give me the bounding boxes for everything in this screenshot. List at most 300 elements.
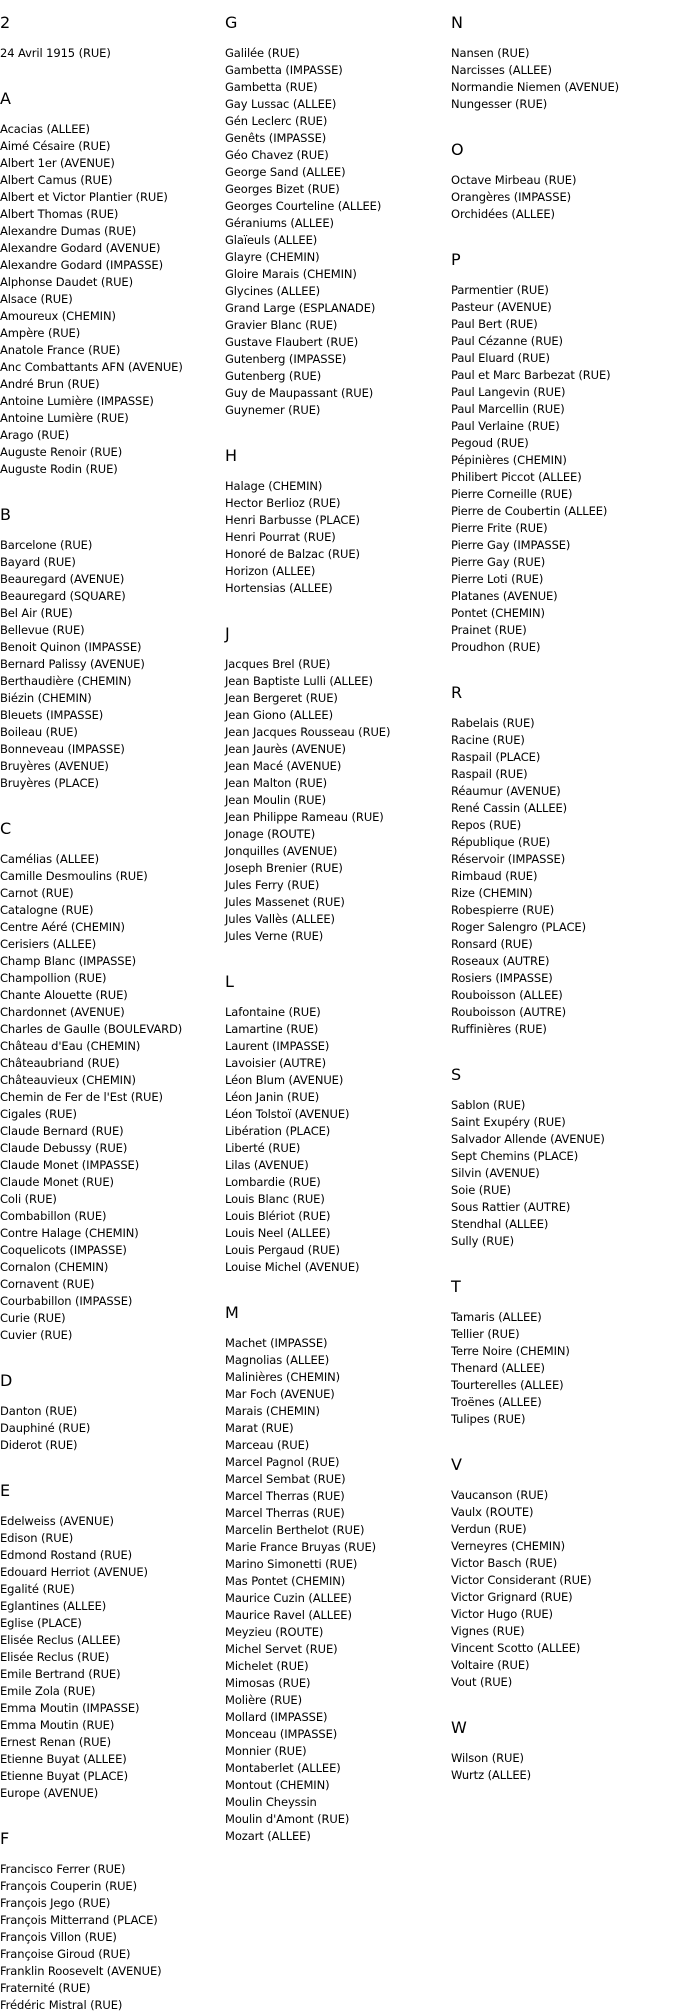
- street-entry: Joseph Brenier (RUE): [225, 861, 343, 875]
- street-entry: Voltaire (RUE): [451, 1658, 530, 1672]
- street-entry: Meyzieu (ROUTE): [225, 1625, 324, 1639]
- street-entry: René Cassin (ALLEE): [451, 801, 568, 815]
- letter-section: [0, 1825, 224, 2014]
- street-entry: Bernard Palissy (AVENUE): [0, 657, 145, 671]
- street-entry: Auguste Rodin (RUE): [0, 462, 118, 476]
- street-entry: Pépinières (CHEMIN): [451, 453, 567, 467]
- street-entry: Pierre Frite (RUE): [451, 521, 548, 535]
- street-entry: Berthaudière (CHEMIN): [0, 674, 132, 688]
- street-entry: Philibert Piccot (ALLEE): [451, 470, 582, 484]
- section-letter-heading: D: [0, 1371, 13, 1390]
- street-entry: Louis Neel (ALLEE): [225, 1226, 331, 1240]
- street-entry: Genêts (IMPASSE): [225, 131, 327, 145]
- street-entry: Jean Jaurès (AVENUE): [225, 742, 346, 756]
- street-entry: Troënes (ALLEE): [451, 1395, 542, 1409]
- street-entry: Paul Marcellin (RUE): [451, 402, 565, 416]
- street-entry: Hector Berlioz (RUE): [225, 496, 341, 510]
- street-entry: Alphonse Daudet (RUE): [0, 275, 133, 289]
- street-entry: Edison (RUE): [0, 1531, 74, 1545]
- street-entry: Cornalon (CHEMIN): [0, 1260, 109, 1274]
- letter-section: [451, 246, 675, 679]
- street-entry: Jean Moulin (RUE): [225, 793, 326, 807]
- street-entry: Claude Bernard (RUE): [0, 1124, 124, 1138]
- street-entry: Vaucanson (RUE): [451, 1488, 549, 1502]
- street-entry: Sept Chemins (PLACE): [451, 1149, 579, 1163]
- street-entry: Réservoir (IMPASSE): [451, 852, 566, 866]
- letter-section: [225, 620, 449, 968]
- street-entry: Rabelais (RUE): [451, 716, 535, 730]
- street-entry: Françoise Giroud (RUE): [0, 1947, 131, 1961]
- street-entry: François Villon (RUE): [0, 1930, 117, 1944]
- street-entry: Marcel Therras (RUE): [225, 1506, 345, 1520]
- street-entry: Benoit Quinon (IMPASSE): [0, 640, 142, 654]
- street-entry: Parmentier (RUE): [451, 283, 549, 297]
- street-entry: Jean Baptiste Lulli (ALLEE): [225, 674, 373, 688]
- street-entry: Champ Blanc (IMPASSE): [0, 954, 137, 968]
- street-entry: Fraternité (RUE): [0, 1981, 91, 1995]
- street-entry: Proudhon (RUE): [451, 640, 541, 654]
- street-entry: Narcisses (ALLEE): [451, 63, 552, 77]
- letter-section: [0, 1477, 224, 1825]
- section-letter-heading: H: [225, 446, 238, 465]
- street-entry: Sous Rattier (AUTRE): [451, 1200, 571, 1214]
- street-entry: Châteauvieux (CHEMIN): [0, 1073, 136, 1087]
- street-entry: Anc Combattants AFN (AVENUE): [0, 360, 183, 374]
- street-entry: Pasteur (AVENUE): [451, 300, 552, 314]
- street-entry: Aimé Césaire (RUE): [0, 139, 111, 153]
- street-entry: Racine (RUE): [451, 733, 525, 747]
- street-entry: Jules Verne (RUE): [225, 929, 324, 943]
- street-entry: Dauphiné (RUE): [0, 1421, 91, 1435]
- street-entry: Eglantines (ALLEE): [0, 1599, 107, 1613]
- letter-section: [451, 1273, 675, 1451]
- street-entry: Emma Moutin (IMPASSE): [0, 1701, 140, 1715]
- street-entry: Camille Desmoulins (RUE): [0, 869, 148, 883]
- street-entry: Jean Macé (AVENUE): [225, 759, 342, 773]
- letter-section: [225, 968, 449, 1299]
- street-entry: Gutenberg (IMPASSE): [225, 352, 347, 366]
- letter-section: [225, 1299, 449, 1845]
- street-entry: Albert 1er (AVENUE): [0, 156, 115, 170]
- street-entry: Antoine Lumière (IMPASSE): [0, 394, 154, 408]
- street-entry: Coquelicots (IMPASSE): [0, 1243, 127, 1257]
- street-entry: Mimosas (RUE): [225, 1676, 311, 1690]
- street-entry: Glayre (CHEMIN): [225, 250, 320, 264]
- street-entry: Ernest Renan (RUE): [0, 1735, 111, 1749]
- street-entry: Ruffinières (RUE): [451, 1022, 547, 1036]
- street-entry: Acacias (ALLEE): [0, 122, 90, 136]
- street-entry: Sully (RUE): [451, 1234, 514, 1248]
- street-entry: Courbabillon (IMPASSE): [0, 1294, 133, 1308]
- street-entry: Etienne Buyat (ALLEE): [0, 1752, 127, 1766]
- street-entry: Raspail (PLACE): [451, 750, 541, 764]
- street-entry: Jonage (ROUTE): [225, 827, 316, 841]
- street-entry: Rouboisson (ALLEE): [451, 988, 563, 1002]
- street-entry: Jean Malton (RUE): [225, 776, 328, 790]
- street-entry: Sablon (RUE): [451, 1098, 526, 1112]
- street-entry: Rize (CHEMIN): [451, 886, 533, 900]
- street-entry: Lilas (AVENUE): [225, 1158, 309, 1172]
- street-entry: Soie (RUE): [451, 1183, 511, 1197]
- street-entry: Diderot (RUE): [0, 1438, 78, 1452]
- street-entry: Claude Debussy (RUE): [0, 1141, 128, 1155]
- street-entry: Pierre Gay (IMPASSE): [451, 538, 571, 552]
- street-entry: Pierre de Coubertin (ALLEE): [451, 504, 608, 518]
- street-entry: République (RUE): [451, 835, 551, 849]
- street-entry: Repos (RUE): [451, 818, 522, 832]
- section-letter-heading: T: [451, 1277, 461, 1296]
- street-entry: Edouard Herriot (AVENUE): [0, 1565, 148, 1579]
- street-entry: Francisco Ferrer (RUE): [0, 1862, 126, 1876]
- street-entry: Marat (RUE): [225, 1421, 294, 1435]
- street-entry: Gustave Flaubert (RUE): [225, 335, 359, 349]
- street-entry: Tellier (RUE): [451, 1327, 520, 1341]
- street-entry: Contre Halage (CHEMIN): [0, 1226, 139, 1240]
- letter-section: [0, 9, 224, 85]
- section-letter-heading: M: [225, 1303, 239, 1322]
- street-entry: Gutenberg (RUE): [225, 369, 322, 383]
- street-entry: Paul Verlaine (RUE): [451, 419, 560, 433]
- street-entry: Roger Salengro (PLACE): [451, 920, 586, 934]
- street-entry: François Mitterrand (PLACE): [0, 1913, 158, 1927]
- street-entry: Mas Pontet (CHEMIN): [225, 1574, 346, 1588]
- letter-section: [225, 9, 449, 442]
- street-entry: Marceau (RUE): [225, 1438, 310, 1452]
- street-entry: Marcel Therras (RUE): [225, 1489, 345, 1503]
- street-entry: Emma Moutin (RUE): [0, 1718, 115, 1732]
- street-entry: Grand Large (ESPLANADE): [225, 301, 376, 315]
- street-entry: Marcel Sembat (RUE): [225, 1472, 346, 1486]
- section-letter-heading: B: [0, 505, 11, 524]
- street-entry: Verneyres (CHEMIN): [451, 1539, 565, 1553]
- street-column-3: [451, 9, 675, 1784]
- street-entry: Léon Blum (AVENUE): [225, 1073, 344, 1087]
- street-entry: Albert Thomas (RUE): [0, 207, 119, 221]
- street-entry: Jules Massenet (RUE): [225, 895, 345, 909]
- street-entry: Victor Hugo (RUE): [451, 1607, 553, 1621]
- street-entry: Libération (PLACE): [225, 1124, 331, 1138]
- street-entry: Gén Leclerc (RUE): [225, 114, 328, 128]
- street-entry: François Jego (RUE): [0, 1896, 111, 1910]
- section-letter-heading: 2: [0, 13, 11, 32]
- street-entry: Géraniums (ALLEE): [225, 216, 334, 230]
- street-entry: Egalité (RUE): [0, 1582, 75, 1596]
- street-entry: Eglise (PLACE): [0, 1616, 82, 1630]
- street-entry: Lombardie (RUE): [225, 1175, 321, 1189]
- street-entry: Rimbaud (RUE): [451, 869, 538, 883]
- street-entry: Maurice Ravel (ALLEE): [225, 1608, 352, 1622]
- street-entry: Jean Bergeret (RUE): [225, 691, 338, 705]
- street-entry: Marino Simonetti (RUE): [225, 1557, 358, 1571]
- street-entry: Alexandre Dumas (RUE): [0, 224, 137, 238]
- street-entry: Bruyères (PLACE): [0, 776, 99, 790]
- street-entry: Centre Aéré (CHEMIN): [0, 920, 125, 934]
- street-entry: Wurtz (ALLEE): [451, 1768, 532, 1782]
- letter-section: [451, 136, 675, 246]
- street-entry: Cigales (RUE): [0, 1107, 77, 1121]
- street-entry: Platanes (AVENUE): [451, 589, 558, 603]
- section-letter-heading: S: [451, 1065, 462, 1084]
- letter-section: [451, 9, 675, 136]
- street-entry: Albert et Victor Plantier (RUE): [0, 190, 168, 204]
- street-entry: Louis Blériot (RUE): [225, 1209, 331, 1223]
- street-entry: Louis Blanc (RUE): [225, 1192, 325, 1206]
- street-entry: Honoré de Balzac (RUE): [225, 547, 360, 561]
- section-letter-heading: F: [0, 1829, 10, 1848]
- street-entry: Gloire Marais (CHEMIN): [225, 267, 357, 281]
- street-entry: Tourterelles (ALLEE): [451, 1378, 564, 1392]
- street-entry: Chardonnet (AVENUE): [0, 1005, 125, 1019]
- street-entry: Curie (RUE): [0, 1311, 66, 1325]
- street-entry: Robespierre (RUE): [451, 903, 555, 917]
- street-entry: Vout (RUE): [451, 1675, 513, 1689]
- street-entry: Mozart (ALLEE): [225, 1829, 311, 1843]
- street-entry: Catalogne (RUE): [0, 903, 94, 917]
- letter-section: [0, 501, 224, 815]
- street-entry: Edelweiss (AVENUE): [0, 1514, 114, 1528]
- street-entry: Alexandre Godard (AVENUE): [0, 241, 161, 255]
- street-entry: Jean Philippe Rameau (RUE): [225, 810, 384, 824]
- street-entry: Verdun (RUE): [451, 1522, 527, 1536]
- street-entry: Glycines (ALLEE): [225, 284, 321, 298]
- section-letter-heading: R: [451, 683, 463, 702]
- section-letter-heading: N: [451, 13, 463, 32]
- street-entry: Magnolias (ALLEE): [225, 1353, 330, 1367]
- street-entry: Champollion (RUE): [0, 971, 107, 985]
- street-entry: Ampère (RUE): [0, 326, 81, 340]
- street-entry: Pierre Gay (RUE): [451, 555, 546, 569]
- street-entry: Halage (CHEMIN): [225, 479, 323, 493]
- street-entry: Alexandre Godard (IMPASSE): [0, 258, 163, 272]
- street-entry: Terre Noire (CHEMIN): [451, 1344, 570, 1358]
- street-entry: Paul Langevin (RUE): [451, 385, 566, 399]
- street-entry: Carnot (RUE): [0, 886, 74, 900]
- street-entry: Liberté (RUE): [225, 1141, 301, 1155]
- street-entry: Pegoud (RUE): [451, 436, 529, 450]
- section-letter-heading: V: [451, 1455, 462, 1474]
- street-entry: Beauregard (AVENUE): [0, 572, 125, 586]
- street-entry: Saint Exupéry (RUE): [451, 1115, 566, 1129]
- street-entry: Malinières (CHEMIN): [225, 1370, 341, 1384]
- street-entry: Nungesser (RUE): [451, 97, 548, 111]
- street-column-2: [225, 9, 449, 1845]
- street-entry: Machet (IMPASSE): [225, 1336, 328, 1350]
- street-entry: Château d'Eau (CHEMIN): [0, 1039, 141, 1053]
- street-entry: Paul et Marc Barbezat (RUE): [451, 368, 611, 382]
- street-entry: Jules Ferry (RUE): [225, 878, 320, 892]
- street-entry: Jean Jacques Rousseau (RUE): [225, 725, 391, 739]
- street-entry: Guynemer (RUE): [225, 403, 321, 417]
- section-letter-heading: P: [451, 250, 461, 269]
- street-entry: Glaïeuls (ALLEE): [225, 233, 318, 247]
- street-entry: Lamartine (RUE): [225, 1022, 319, 1036]
- street-entry: Moulin Cheyssin: [225, 1795, 317, 1809]
- section-letter-heading: A: [0, 89, 11, 108]
- section-letter-heading: J: [225, 624, 230, 643]
- street-entry: François Couperin (RUE): [0, 1879, 137, 1893]
- street-entry: Paul Bert (RUE): [451, 317, 538, 331]
- street-entry: Vaulx (ROUTE): [451, 1505, 534, 1519]
- street-entry: Georges Courteline (ALLEE): [225, 199, 382, 213]
- street-entry: Montaberlet (ALLEE): [225, 1761, 341, 1775]
- street-entry: Anatole France (RUE): [0, 343, 121, 357]
- street-entry: Europe (AVENUE): [0, 1786, 99, 1800]
- street-entry: Silvin (AVENUE): [451, 1166, 540, 1180]
- street-entry: Pierre Corneille (RUE): [451, 487, 573, 501]
- street-entry: Auguste Renoir (RUE): [0, 445, 123, 459]
- street-entry: Horizon (ALLEE): [225, 564, 316, 578]
- street-entry: Thenard (ALLEE): [451, 1361, 545, 1375]
- street-entry: Châteaubriand (RUE): [0, 1056, 120, 1070]
- street-entry: Tamaris (ALLEE): [451, 1310, 542, 1324]
- street-entry: Charles de Gaulle (BOULEVARD): [0, 1022, 183, 1036]
- street-entry: Orchidées (ALLEE): [451, 207, 555, 221]
- street-column-1: [0, 9, 224, 2014]
- street-entry: Camélias (ALLEE): [0, 852, 100, 866]
- street-entry: Lavoisier (AUTRE): [225, 1056, 326, 1070]
- street-entry: Stendhal (ALLEE): [451, 1217, 549, 1231]
- section-letter-heading: C: [0, 819, 12, 838]
- section-letter-heading: W: [451, 1718, 467, 1737]
- street-entry: Réaumur (AVENUE): [451, 784, 561, 798]
- street-entry: Franklin Roosevelt (AVENUE): [0, 1964, 162, 1978]
- street-entry: Pierre Loti (RUE): [451, 572, 544, 586]
- street-entry: Molière (RUE): [225, 1693, 302, 1707]
- street-entry: Michelet (RUE): [225, 1659, 309, 1673]
- letter-section: [0, 85, 224, 501]
- street-entry: Salvador Allende (AVENUE): [451, 1132, 605, 1146]
- street-entry: Antoine Lumière (RUE): [0, 411, 129, 425]
- street-entry: Moulin d'Amont (RUE): [225, 1812, 350, 1826]
- street-entry: Albert Camus (RUE): [0, 173, 113, 187]
- street-entry: Jean Giono (ALLEE): [225, 708, 333, 722]
- street-entry: Lafontaine (RUE): [225, 1005, 321, 1019]
- street-entry: Orangères (IMPASSE): [451, 190, 572, 204]
- street-entry: Jacques Brel (RUE): [225, 657, 331, 671]
- street-entry: Etienne Buyat (PLACE): [0, 1769, 128, 1783]
- street-entry: Alsace (RUE): [0, 292, 73, 306]
- letter-section: [451, 1714, 675, 1784]
- street-entry: Combabillon (RUE): [0, 1209, 107, 1223]
- street-entry: Beauregard (SQUARE): [0, 589, 126, 603]
- street-entry: Claude Monet (RUE): [0, 1175, 114, 1189]
- street-entry: Amoureux (CHEMIN): [0, 309, 116, 323]
- street-entry: Normandie Niemen (AVENUE): [451, 80, 620, 94]
- street-entry: Marie France Bruyas (RUE): [225, 1540, 377, 1554]
- street-entry: Vincent Scotto (ALLEE): [451, 1641, 581, 1655]
- letter-section: [225, 442, 449, 620]
- letter-section: [451, 1061, 675, 1273]
- street-entry: Marais (CHEMIN): [225, 1404, 320, 1418]
- street-entry: Cerisiers (ALLEE): [0, 937, 97, 951]
- street-entry: Raspail (RUE): [451, 767, 528, 781]
- street-entry: Marcel Pagnol (RUE): [225, 1455, 340, 1469]
- street-entry: Mollard (IMPASSE): [225, 1710, 328, 1724]
- street-entry: Louis Pergaud (RUE): [225, 1243, 340, 1257]
- street-entry: Marcelin Berthelot (RUE): [225, 1523, 365, 1537]
- street-entry: Galilée (RUE): [225, 46, 300, 60]
- street-entry: Rosiers (IMPASSE): [451, 971, 553, 985]
- street-entry: Gay Lussac (ALLEE): [225, 97, 337, 111]
- street-entry: Biézin (CHEMIN): [0, 691, 92, 705]
- letter-section: [0, 1367, 224, 1477]
- letter-section: [0, 815, 224, 1367]
- street-entry: Léon Tolstoï (AVENUE): [225, 1107, 350, 1121]
- street-entry: Victor Grignard (RUE): [451, 1590, 573, 1604]
- street-entry: Monnier (RUE): [225, 1744, 307, 1758]
- street-entry: Bel Air (RUE): [0, 606, 73, 620]
- street-entry: Cornavent (RUE): [0, 1277, 95, 1291]
- street-entry: Maurice Cuzin (ALLEE): [225, 1591, 352, 1605]
- street-entry: Monceau (IMPASSE): [225, 1727, 338, 1741]
- section-letter-heading: O: [451, 140, 464, 159]
- section-letter-heading: E: [0, 1481, 11, 1500]
- street-entry: Tulipes (RUE): [451, 1412, 526, 1426]
- street-entry: Emile Zola (RUE): [0, 1684, 96, 1698]
- street-entry: Léon Janin (RUE): [225, 1090, 320, 1104]
- street-entry: Chante Alouette (RUE): [0, 988, 128, 1002]
- street-entry: Paul Cézanne (RUE): [451, 334, 563, 348]
- street-entry: Henri Pourrat (RUE): [225, 530, 336, 544]
- street-entry: Claude Monet (IMPASSE): [0, 1158, 140, 1172]
- street-entry: Frédéric Mistral (RUE): [0, 1998, 123, 2012]
- street-entry: Bruyères (AVENUE): [0, 759, 109, 773]
- street-entry: Wilson (RUE): [451, 1751, 524, 1765]
- street-entry: Emile Bertrand (RUE): [0, 1667, 121, 1681]
- street-entry: Louise Michel (AVENUE): [225, 1260, 360, 1274]
- street-entry: Vignes (RUE): [451, 1624, 525, 1638]
- street-entry: Edmond Rostand (RUE): [0, 1548, 132, 1562]
- street-entry: Mar Foch (AVENUE): [225, 1387, 335, 1401]
- street-entry: Henri Barbusse (PLACE): [225, 513, 360, 527]
- street-entry: Jonquilles (AVENUE): [225, 844, 338, 858]
- street-entry: Victor Basch (RUE): [451, 1556, 558, 1570]
- street-entry: Gambetta (RUE): [225, 80, 318, 94]
- street-entry: Gravier Blanc (RUE): [225, 318, 338, 332]
- street-entry: Géo Chavez (RUE): [225, 148, 329, 162]
- street-entry: Bleuets (IMPASSE): [0, 708, 104, 722]
- street-entry: Gambetta (IMPASSE): [225, 63, 343, 77]
- street-entry: George Sand (ALLEE): [225, 165, 346, 179]
- street-entry: Chemin de Fer de l'Est (RUE): [0, 1090, 163, 1104]
- street-entry: Roseaux (AUTRE): [451, 954, 550, 968]
- street-entry: Arago (RUE): [0, 428, 70, 442]
- street-entry: Victor Considerant (RUE): [451, 1573, 592, 1587]
- street-entry: Bellevue (RUE): [0, 623, 85, 637]
- street-entry: Jules Vallès (ALLEE): [225, 912, 335, 926]
- street-entry: Guy de Maupassant (RUE): [225, 386, 374, 400]
- street-entry: Georges Bizet (RUE): [225, 182, 340, 196]
- street-entry: Danton (RUE): [0, 1404, 78, 1418]
- street-entry: Cuvier (RUE): [0, 1328, 73, 1342]
- street-entry: 24 Avril 1915 (RUE): [0, 46, 111, 60]
- street-entry: Rouboisson (AUTRE): [451, 1005, 567, 1019]
- letter-section: [451, 1451, 675, 1714]
- street-entry: Montout (CHEMIN): [225, 1778, 330, 1792]
- street-entry: Laurent (IMPASSE): [225, 1039, 330, 1053]
- street-entry: Nansen (RUE): [451, 46, 530, 60]
- section-letter-heading: L: [225, 972, 234, 991]
- section-letter-heading: G: [225, 13, 238, 32]
- street-entry: Ronsard (RUE): [451, 937, 533, 951]
- street-entry: Octave Mirbeau (RUE): [451, 173, 577, 187]
- street-entry: Elisée Reclus (RUE): [0, 1650, 110, 1664]
- street-entry: Boileau (RUE): [0, 725, 78, 739]
- street-entry: Pontet (CHEMIN): [451, 606, 545, 620]
- street-entry: André Brun (RUE): [0, 377, 100, 391]
- letter-section: [451, 679, 675, 1061]
- street-entry: Paul Eluard (RUE): [451, 351, 550, 365]
